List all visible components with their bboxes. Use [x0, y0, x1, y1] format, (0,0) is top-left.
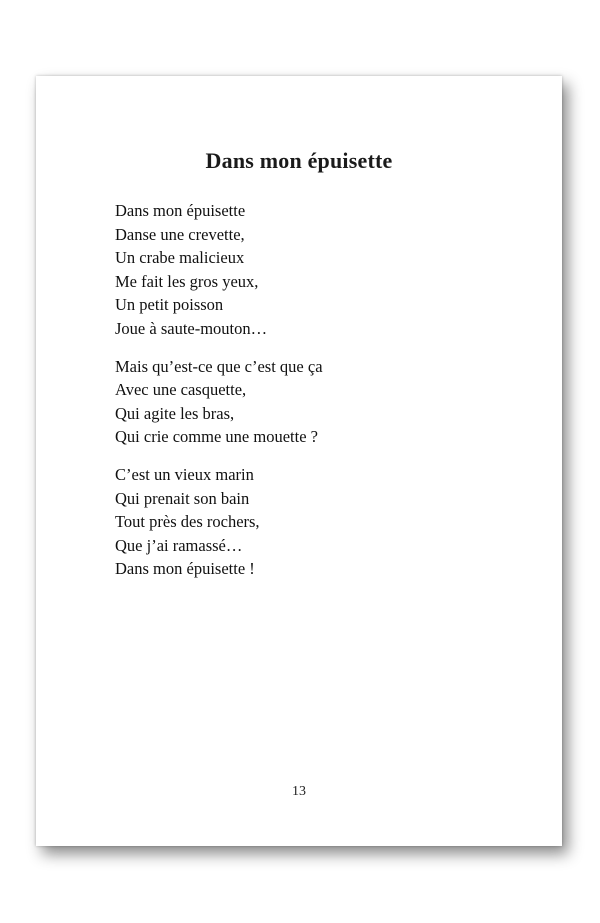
poem-line: Un petit poisson — [115, 295, 224, 315]
poem-line: Dans mon épuisette — [115, 201, 246, 220]
poem-line: Qui agite les bras, — [115, 403, 235, 423]
stanza-2 — [115, 355, 535, 449]
book-page — [36, 76, 562, 846]
poem-title: Dans mon épuisette — [205, 148, 393, 173]
poem-line: Danse une crevette, — [115, 224, 245, 244]
poem-line: Qui crie comme une mouette ? — [115, 427, 318, 447]
poem-line: Me fait les gros yeux, — [115, 271, 259, 291]
poem-line: Dans mon épuisette ! — [115, 559, 255, 579]
poem-body — [115, 199, 535, 581]
poem-line: Joue à saute-mouton… — [115, 318, 268, 338]
poem-line: C’est un vieux marin — [115, 464, 254, 484]
page-number: 13 — [292, 784, 306, 799]
poem-line: Qui prenait son bain — [115, 488, 250, 508]
poem-line: Un crabe malicieux — [115, 248, 245, 268]
poem-line: Que j’ai ramassé… — [115, 535, 243, 555]
poem-line: Tout près des rochers, — [115, 512, 260, 532]
poem-line: Avec une casquette, — [115, 380, 247, 400]
poem-line: Mais qu’est-ce que c’est que ça — [115, 356, 323, 376]
stanza-1 — [115, 199, 535, 341]
stanza-3 — [115, 463, 535, 581]
